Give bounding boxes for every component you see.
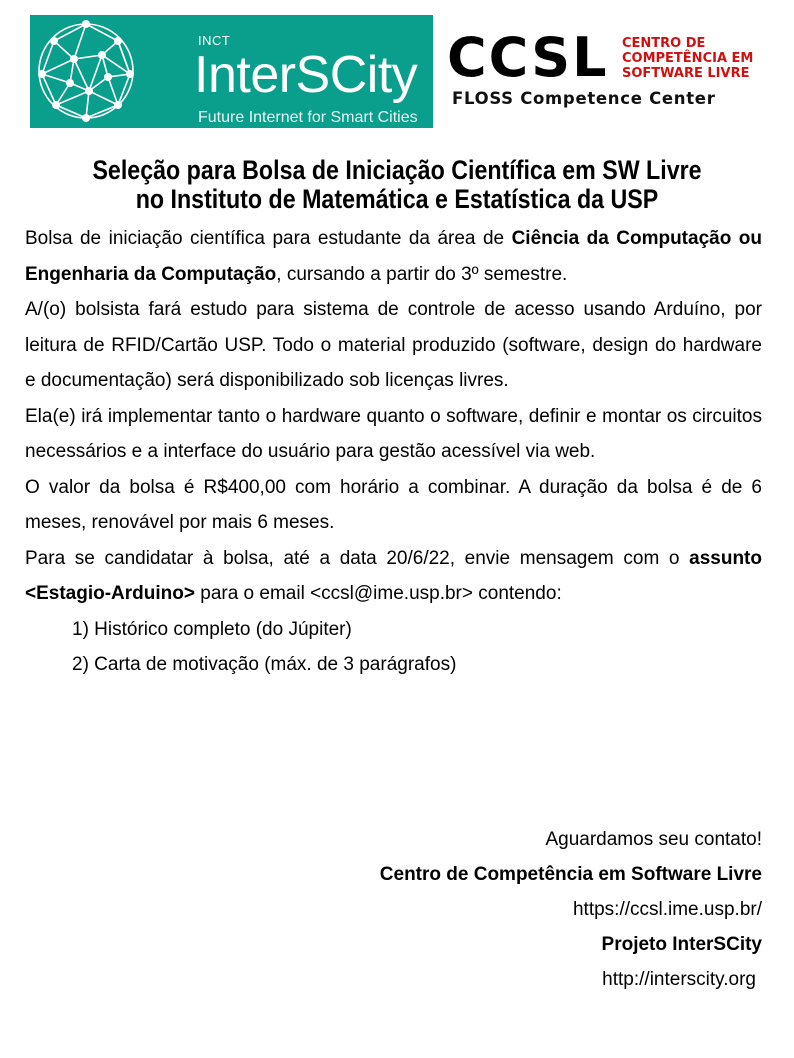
announcement-body: [25, 221, 762, 683]
paragraph-text: para o email <ccsl@ime.usp.br> contendo:: [194, 583, 562, 604]
ccsl-subtitle: [622, 36, 753, 81]
signoff-project-url[interactable]: http://interscity.org: [602, 969, 756, 990]
signoff-org-url[interactable]: https://ccsl.ime.usp.br/: [572, 899, 762, 920]
list-item: 2) Carta de motivação (máx. de 3 parágrafos): [72, 654, 457, 675]
paragraph-text: Bolsa de iniciação científica para estudante da área de: [25, 228, 512, 249]
ccsl-floss-tagline: FLOSS Competence Center: [452, 89, 716, 108]
paragraph-value: O valor da bolsa é R$400,00 com horário a combinar. A duração da bolsa é de 6 meses, renovável por mais 6 meses.: [25, 476, 762, 533]
paragraph-apply: [25, 541, 762, 612]
interscity-logo: [30, 15, 433, 128]
list-item: 1) Histórico completo (do Júpiter): [72, 618, 352, 640]
paragraph-tasks: Ela(e) irá implementar tanto o hardware quanto o software, definir e montar os circuitos necessários e a interface do usuário para gestão acessível via web.: [25, 405, 762, 462]
network-globe-icon: [34, 19, 138, 123]
interscity-name: InterSCity: [194, 46, 418, 104]
page-title: [56, 156, 739, 214]
signoff-org: Centro de Competência em Software Livre: [379, 864, 762, 885]
ccsl-name: CCSL: [447, 26, 609, 89]
paragraph-scope: A/(o) bolsista fará estudo para sistema de controle de acesso usando Arduíno, por leitura de RFID/Cartão USP. Todo o material produzido (software, design do hardware e documentação) será disponibilizado sob licenças livres.: [25, 299, 762, 391]
title-line: Seleção para Bolsa de Iniciação Científica em SW Livre: [92, 155, 702, 185]
interscity-inct-label: INCT: [198, 33, 231, 48]
title-line: no Instituto de Matemática e Estatística da USP: [135, 184, 659, 214]
paragraph-text: Para se candidatar à bolsa, até a data 20/6/22, envie mensagem com o: [25, 547, 690, 569]
signoff-project: Projeto InterSCity: [601, 934, 762, 955]
paragraph-emphasis: assunto <Estagio-Arduino>: [25, 547, 762, 604]
paragraph-eligibility: [25, 221, 762, 292]
paragraph-emphasis: Ciência da Computação ou Engenharia da Computação: [25, 228, 762, 285]
interscity-tagline: Future Internet for Smart Cities: [198, 109, 418, 126]
ccsl-subtitle-line: CENTRO DE: [622, 36, 706, 51]
ccsl-subtitle-line: COMPETÊNCIA EM: [622, 51, 754, 66]
requirements-list: [25, 612, 762, 683]
ccsl-subtitle-line: SOFTWARE LIVRE: [622, 66, 750, 81]
paragraph-text: , cursando a partir do 3º semestre.: [276, 263, 568, 285]
signoff: [25, 822, 762, 997]
ccsl-logo: [447, 26, 767, 112]
signoff-greeting: Aguardamos seu contato!: [545, 829, 762, 850]
